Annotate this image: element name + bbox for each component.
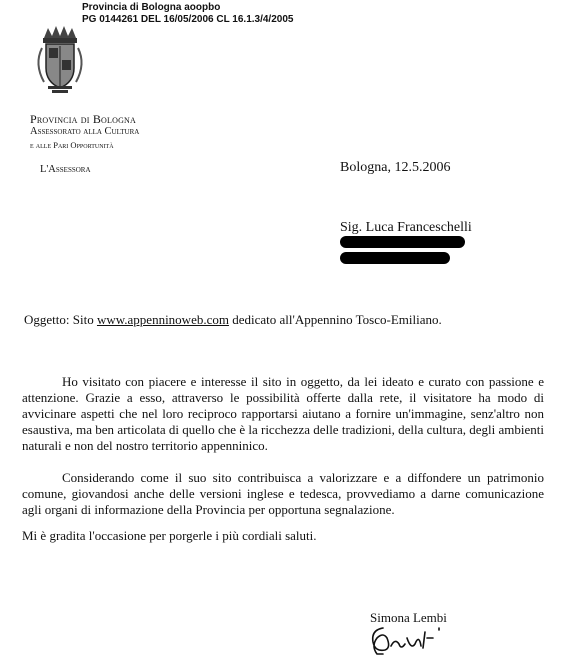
- redacted-address-line-1: [340, 236, 465, 248]
- subject-prefix: Oggetto: Sito: [24, 312, 97, 327]
- website-link[interactable]: www.appenninoweb.com: [96, 312, 229, 327]
- closing-line: Mi è gradita l'occasione per porgerle i più cordiali saluti.: [22, 528, 317, 543]
- protocol-stamp: [82, 2, 293, 26]
- letterhead-dept2: e alle Pari Opportunità: [30, 140, 114, 150]
- redacted-address-line-2: [340, 252, 450, 264]
- coat-of-arms-emblem: [30, 24, 90, 94]
- letterhead-org: Provincia di Bologna: [30, 112, 137, 126]
- subject-line: [24, 312, 544, 328]
- letterhead-role: L'Assessora: [40, 164, 91, 175]
- protocol-line-1: Provincia di Bologna aoopbo: [82, 2, 221, 13]
- letterhead-dept: Assessorato alla Cultura: [30, 126, 140, 137]
- subject-suffix: dedicato all'Appennino Tosco-Emiliano.: [228, 312, 442, 327]
- letter-date: Bologna, 12.5.2006: [340, 160, 451, 175]
- body-paragraph-2: Considerando come il suo sito contribuisca a valorizzare e a diffondere un patrimonio comune, giovandosi anche delle versioni inglese e tedesca, provvediamo a darne comunicazione agli organi di informazione della Provincia per opportuna segnalazione.: [22, 470, 544, 517]
- recipient-name: Sig. Luca Franceschelli: [340, 220, 472, 235]
- handwritten-signature: [365, 624, 455, 658]
- body-paragraph-1: Ho visitato con piacere e interesse il sito in oggetto, da lei ideato e curato con passione e attenzione. Grazie a esso, attraverso le possibilità offerte dalla rete, il visitatore ha modo di avvicinare aspetti che nel loro reciproco rapportarsi aiutano a fornire un'immagine, senz'altro non esaustiva, ma ben articolata di quello che è la ricchezza delle tradizioni, della cultura, degli ambienti naturali e non del nostro territorio appenninico.: [22, 374, 544, 453]
- protocol-line-2: PG 0144261 DEL 16/05/2006 CL 16.1.3/4/2005: [82, 14, 294, 25]
- signer-name: Simona Lembi: [370, 610, 447, 625]
